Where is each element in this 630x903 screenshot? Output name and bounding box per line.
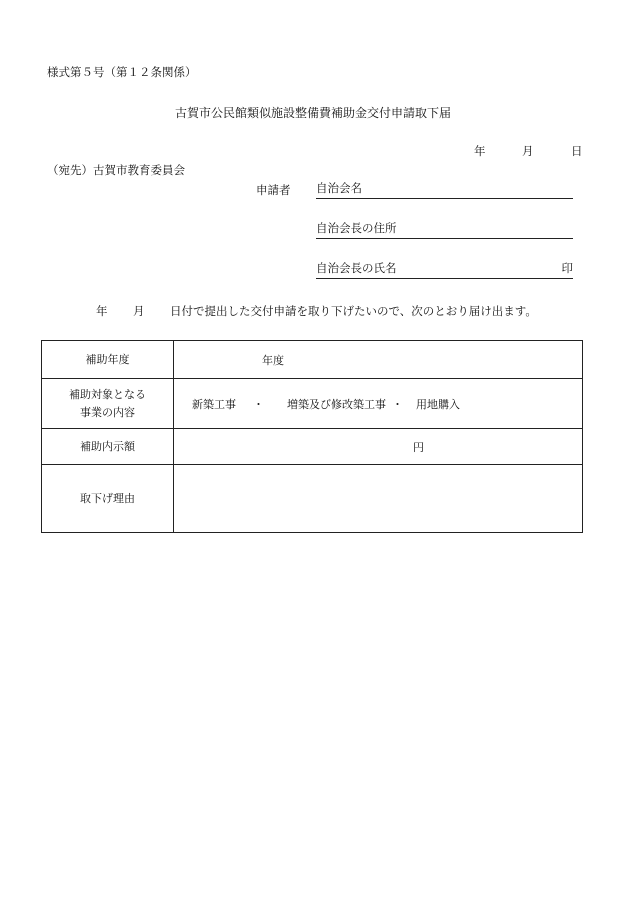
subsidy-year-unit: 年度 xyxy=(262,353,284,367)
applicant-label: 申請者 xyxy=(256,183,291,197)
name-field[interactable] xyxy=(316,261,573,279)
statement-text: 日付で提出した交付申請を取り下げたいので、次のとおり届け出ます。 xyxy=(170,304,537,318)
subsidy-year-field[interactable] xyxy=(174,341,583,379)
table-row xyxy=(42,465,583,533)
option-separator: ・ xyxy=(253,397,264,411)
addressee: （宛先）古賀市教育委員会 xyxy=(47,163,185,177)
date-month: 月 xyxy=(522,144,534,158)
row-label-line-1: 補助対象となる xyxy=(69,387,146,401)
application-table xyxy=(41,340,583,533)
org-name-field[interactable] xyxy=(316,181,573,199)
table-row xyxy=(42,379,583,429)
option-new-construction[interactable]: 新築工事 xyxy=(192,397,236,411)
address-field[interactable] xyxy=(316,221,573,239)
withdrawal-reason-field[interactable] xyxy=(174,465,583,533)
table-row xyxy=(42,429,583,465)
row-label-line-2: 事業の内容 xyxy=(80,405,135,419)
option-extension-renovation[interactable]: 増築及び修改築工事 xyxy=(287,397,386,411)
date-year: 年 xyxy=(474,144,486,158)
table-row xyxy=(42,341,583,379)
option-separator: ・ xyxy=(392,397,403,411)
document-title: 古賀市公民館類似施設整備費補助金交付申請取下届 xyxy=(175,106,452,120)
seal-mark: 印 xyxy=(561,261,573,275)
address-label: 自治会長の住所 xyxy=(316,221,397,235)
row-label-project-content xyxy=(42,379,174,429)
name-label: 自治会長の氏名 xyxy=(316,261,397,275)
org-name-label: 自治会名 xyxy=(316,181,362,195)
option-land-purchase[interactable]: 用地購入 xyxy=(416,397,460,411)
row-label-subsidy-amount: 補助内示額 xyxy=(42,429,174,465)
row-label-subsidy-year: 補助年度 xyxy=(42,341,174,379)
subsidy-amount-field[interactable] xyxy=(174,429,583,465)
yen-unit: 円 xyxy=(413,440,424,454)
statement-month: 月 xyxy=(133,304,145,318)
statement-year: 年 xyxy=(96,304,108,318)
project-content-field[interactable] xyxy=(174,379,583,429)
form-number: 様式第５号（第１２条関係） xyxy=(47,65,197,79)
row-label-withdrawal-reason: 取下げ理由 xyxy=(42,465,174,533)
date-day: 日 xyxy=(571,144,583,158)
